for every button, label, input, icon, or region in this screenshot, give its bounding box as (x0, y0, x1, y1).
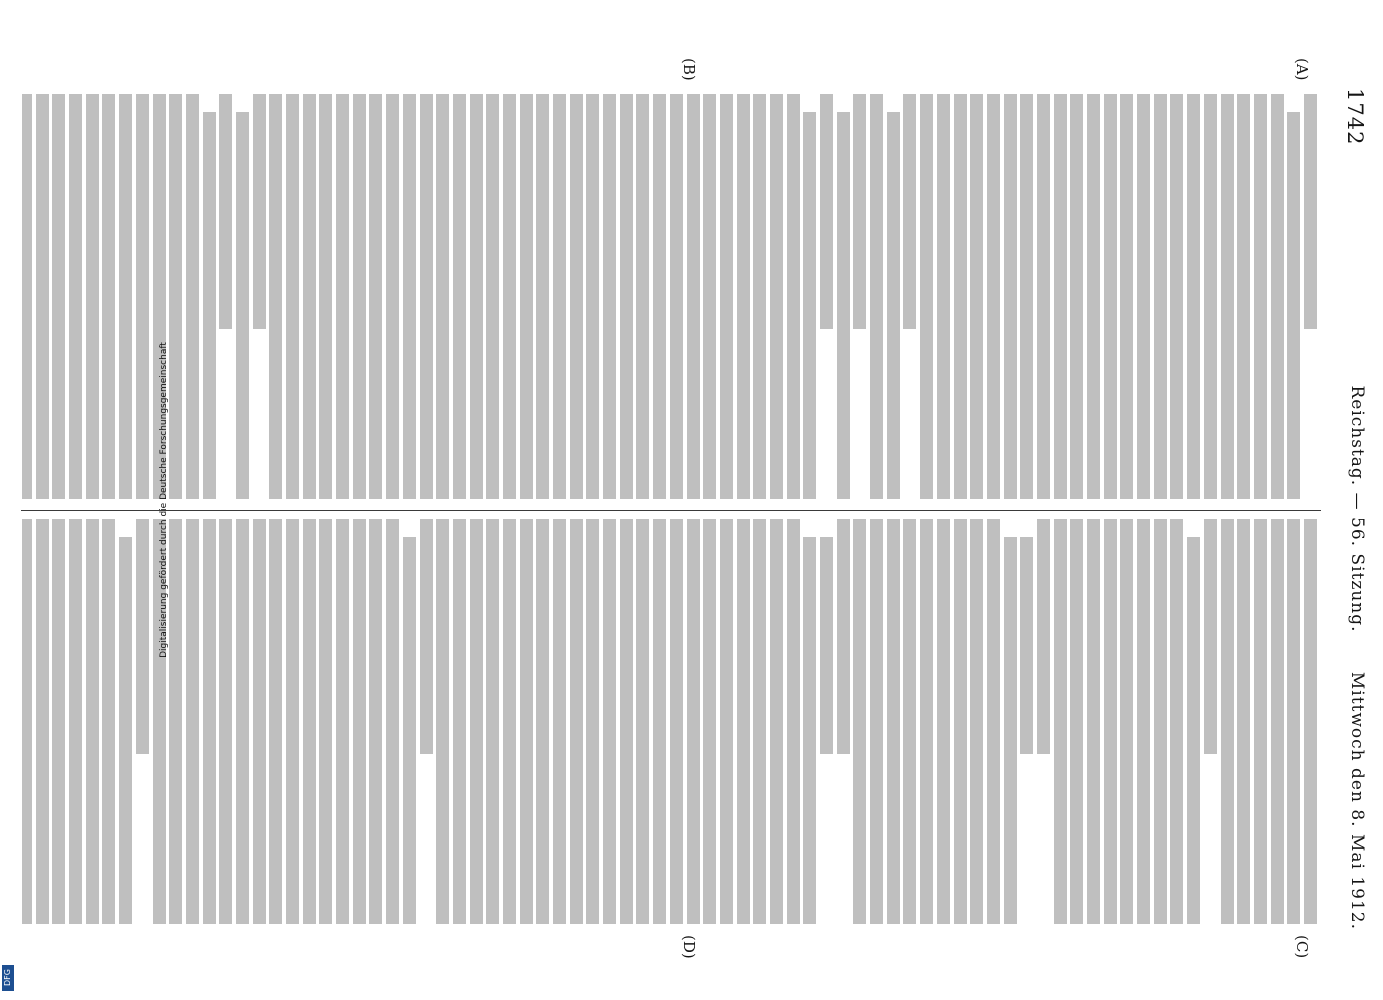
text-line (637, 519, 650, 924)
text-line (787, 94, 800, 499)
digitization-credit: Digitalisierung gefördert durch die Deutsche Forschungsgemeinschaft (158, 342, 169, 658)
text-line (503, 519, 516, 924)
text-line (219, 519, 232, 924)
text-line (1087, 519, 1100, 924)
text-line (837, 112, 850, 499)
text-line (169, 519, 182, 924)
text-line (954, 519, 967, 924)
text-line (286, 94, 299, 499)
text-line (737, 94, 750, 499)
text-line (403, 94, 416, 499)
text-line (770, 519, 783, 924)
text-line (520, 519, 533, 924)
text-line (853, 94, 866, 329)
text-line (436, 94, 449, 499)
text-line (136, 519, 149, 754)
page-header (1325, 88, 1383, 930)
text-line (36, 519, 49, 924)
text-line (1204, 94, 1217, 499)
text-line (236, 519, 249, 924)
text-line (520, 94, 533, 499)
text-line (653, 94, 666, 499)
text-line (586, 94, 599, 499)
text-line (403, 537, 416, 924)
text-line (236, 112, 249, 499)
text-line (820, 537, 833, 754)
text-line (370, 519, 383, 924)
text-line (570, 519, 583, 924)
text-line (1104, 94, 1117, 499)
text-line (336, 94, 349, 499)
text-line (453, 94, 466, 499)
text-line (1020, 537, 1033, 754)
page-number: 1742 (1343, 88, 1367, 146)
text-line (470, 94, 483, 499)
margin-letter-b: (B) (680, 58, 698, 81)
text-line (52, 519, 65, 924)
text-line (203, 112, 216, 499)
text-line (620, 519, 633, 924)
text-line (603, 94, 616, 499)
text-line (353, 94, 366, 499)
text-line (319, 519, 332, 924)
text-line (1237, 519, 1250, 924)
text-line (887, 519, 900, 924)
text-line (687, 94, 700, 499)
text-line (904, 519, 917, 924)
text-line (1304, 94, 1317, 329)
text-line (1054, 94, 1067, 499)
text-line (1204, 519, 1217, 754)
text-line (620, 94, 633, 499)
text-line (637, 94, 650, 499)
text-line (253, 94, 266, 329)
text-line (787, 519, 800, 924)
text-line (937, 519, 950, 924)
text-line (1304, 519, 1317, 924)
text-line (420, 94, 433, 499)
text-line (470, 519, 483, 924)
text-line (303, 519, 316, 924)
text-line (103, 94, 116, 499)
text-line (1254, 519, 1267, 924)
text-line (1020, 94, 1033, 499)
margin-letter-d: (D) (680, 935, 698, 959)
text-line (570, 94, 583, 499)
text-line (1154, 94, 1167, 499)
margin-letter-a: (A) (1293, 58, 1311, 81)
text-line (737, 519, 750, 924)
text-line (920, 519, 933, 924)
text-line (219, 94, 232, 329)
session-title: Reichstag. — 56. Sitzung. (1347, 385, 1367, 633)
text-line (119, 537, 132, 924)
text-line (22, 519, 32, 924)
text-line (1004, 537, 1017, 924)
column-divider (21, 510, 1321, 511)
credit-strip (0, 0, 169, 1000)
text-line (720, 519, 733, 924)
text-line (1137, 94, 1150, 499)
text-line (1054, 519, 1067, 924)
text-line (1137, 519, 1150, 924)
text-line (653, 519, 666, 924)
text-line (753, 94, 766, 499)
dfg-logo-icon: DFG (2, 965, 14, 991)
text-line (436, 519, 449, 924)
text-line (103, 519, 116, 924)
text-line (703, 519, 716, 924)
text-line (186, 519, 199, 924)
session-date: Mittwoch den 8. Mai 1912. (1347, 671, 1367, 930)
text-line (1237, 94, 1250, 499)
text-line (1070, 94, 1083, 499)
text-line (837, 519, 850, 754)
text-line (670, 519, 683, 924)
text-line (720, 94, 733, 499)
text-line (503, 94, 516, 499)
text-line (887, 112, 900, 499)
text-line (586, 519, 599, 924)
text-line (954, 94, 967, 499)
text-line (920, 94, 933, 499)
text-line (1171, 519, 1184, 924)
text-line (703, 94, 716, 499)
text-line (286, 519, 299, 924)
text-line (1004, 94, 1017, 499)
text-line (820, 94, 833, 329)
text-line (1287, 519, 1300, 924)
text-line (169, 94, 182, 499)
text-line (303, 94, 316, 499)
text-line (803, 112, 816, 499)
text-line (536, 94, 549, 499)
text-line (1037, 94, 1050, 499)
text-line (687, 519, 700, 924)
text-line (1187, 537, 1200, 924)
text-line (203, 519, 216, 924)
text-line (86, 94, 99, 499)
text-line (1287, 112, 1300, 499)
text-line (536, 519, 549, 924)
text-line (1120, 519, 1133, 924)
text-line (553, 94, 566, 499)
text-line (753, 519, 766, 924)
text-line (1037, 519, 1050, 754)
text-line (186, 94, 199, 499)
text-line (319, 94, 332, 499)
text-line (1221, 519, 1234, 924)
text-line (853, 519, 866, 924)
right-column (22, 519, 1317, 924)
text-line (803, 537, 816, 924)
text-line (486, 94, 499, 499)
text-line (386, 519, 399, 924)
text-line (69, 519, 82, 924)
text-line (69, 94, 82, 499)
text-line (453, 519, 466, 924)
text-line (770, 94, 783, 499)
text-line (119, 94, 132, 499)
text-line (1187, 94, 1200, 499)
text-line (1104, 519, 1117, 924)
text-line (1254, 94, 1267, 499)
text-line (386, 94, 399, 499)
margin-letter-c: (C) (1293, 935, 1311, 959)
text-line (486, 519, 499, 924)
text-line (553, 519, 566, 924)
text-line (904, 94, 917, 329)
text-line (269, 94, 282, 499)
text-line (1120, 94, 1133, 499)
text-line (1271, 519, 1284, 924)
text-line (36, 94, 49, 499)
text-line (336, 519, 349, 924)
text-line (52, 94, 65, 499)
text-line (22, 94, 32, 499)
text-line (1221, 94, 1234, 499)
text-line (86, 519, 99, 924)
text-line (420, 519, 433, 754)
text-line (1087, 94, 1100, 499)
text-line (1171, 94, 1184, 499)
text-line (987, 94, 1000, 499)
text-line (136, 94, 149, 499)
text-line (269, 519, 282, 924)
text-line (987, 519, 1000, 924)
text-line (937, 94, 950, 499)
text-line (353, 519, 366, 924)
text-line (870, 519, 883, 924)
text-line (970, 519, 983, 924)
text-line (253, 519, 266, 924)
left-column (22, 94, 1317, 499)
text-line (370, 94, 383, 499)
text-line (970, 94, 983, 499)
text-line (870, 94, 883, 499)
text-line (1070, 519, 1083, 924)
text-line (1271, 94, 1284, 499)
text-line (603, 519, 616, 924)
text-line (670, 94, 683, 499)
text-line (1154, 519, 1167, 924)
